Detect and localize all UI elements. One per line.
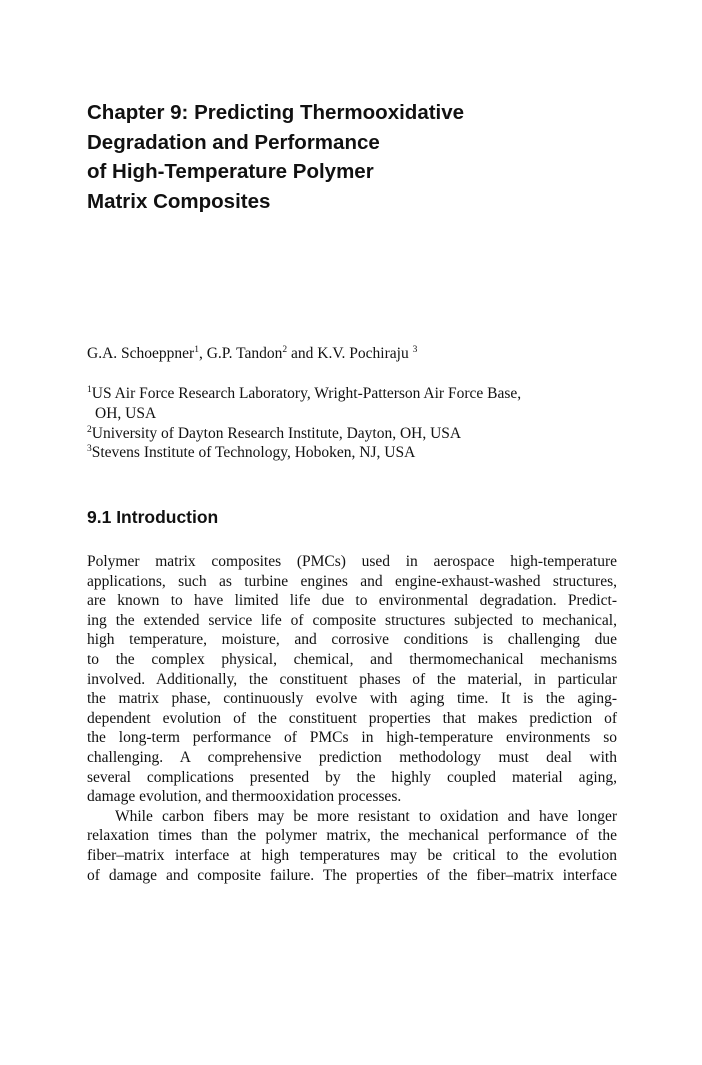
affiliation-mark: 2 (282, 344, 288, 355)
text-line: the matrix phase, continuously evolve with aging time. It is the aging- (87, 690, 617, 708)
text-line: of damage and composite failure. The properties of the fiber–matrix interface (87, 866, 617, 884)
author-name: K.V. Pochiraju (317, 345, 413, 362)
affiliation-mark: 1 (87, 384, 92, 395)
affiliation-text: University of Dayton Research Institute, Dayton, OH, USA (91, 424, 462, 442)
paragraph (87, 807, 617, 885)
text-line: While carbon fibers may be more resistant to oxidation and have longer (115, 807, 617, 825)
affiliation (87, 424, 617, 444)
text-line: dependent evolution of the constituent properties that makes prediction of (87, 709, 617, 727)
affiliation-text: Stevens Institute of Technology, Hoboken, NJ, USA (91, 444, 416, 462)
text-line: are known to have limited life due to environmental degradation. Predict- (87, 592, 617, 610)
text-line: involved. Additionally, the constituent phases of the material, in particular (87, 670, 617, 688)
author-name: G.A. Schoeppner (87, 345, 195, 362)
text-line: to the complex physical, chemical, and thermomechanical mechanisms (87, 650, 617, 668)
text-line: applications, such as turbine engines and engine-exhaust-washed structures, (87, 572, 617, 590)
author-name: G.P. Tandon (206, 345, 283, 362)
affiliation-list (87, 384, 617, 463)
paragraph (87, 552, 617, 807)
text-line: several complications presented by the highly coupled material aging, (87, 768, 617, 786)
affiliation-mark: 3 (87, 444, 92, 455)
affiliation-text: US Air Force Research Laboratory, Wright-Patterson Air Force Base, (91, 385, 522, 402)
chapter-title-line: Matrix Composites (87, 189, 271, 213)
text-line: relaxation times than the polymer matrix, the mechanical performance of the (87, 827, 617, 845)
text-line: fiber–matrix interface at high temperatures may be critical to the evolution (87, 846, 617, 864)
author-separator: and (287, 345, 318, 362)
author-list (87, 344, 417, 364)
chapter-title-line: Chapter 9: Predicting Thermooxidative (87, 101, 465, 124)
text-line: high temperature, moisture, and corrosive conditions is challenging due (87, 631, 617, 649)
affiliation-continuation: OH, USA (95, 404, 157, 422)
text-line: challenging. A comprehensive prediction methodology must deal with (87, 748, 617, 766)
chapter-title-line: Degradation and Performance (87, 130, 380, 154)
affiliation-mark: 2 (87, 424, 92, 435)
body-text (87, 552, 617, 885)
text-line: the long-term performance of PMCs in high-temperature environments so (87, 729, 617, 747)
text-line: damage evolution, and thermooxidation processes. (87, 788, 402, 806)
affiliation (87, 384, 617, 404)
text-line: Polymer matrix composites (PMCs) used in aerospace high-temperature (87, 553, 617, 570)
affiliation-mark: 1 (194, 344, 199, 355)
affiliation (87, 443, 617, 463)
chapter-title-line: of High-Temperature Polymer (87, 160, 374, 183)
chapter-title (87, 98, 607, 216)
affiliation-mark: 3 (412, 344, 418, 355)
author-separator: , (198, 345, 207, 362)
section-heading: 9.1 Introduction (87, 507, 219, 527)
text-line: ing the extended service life of composite structures subjected to mechanical, (87, 611, 617, 629)
